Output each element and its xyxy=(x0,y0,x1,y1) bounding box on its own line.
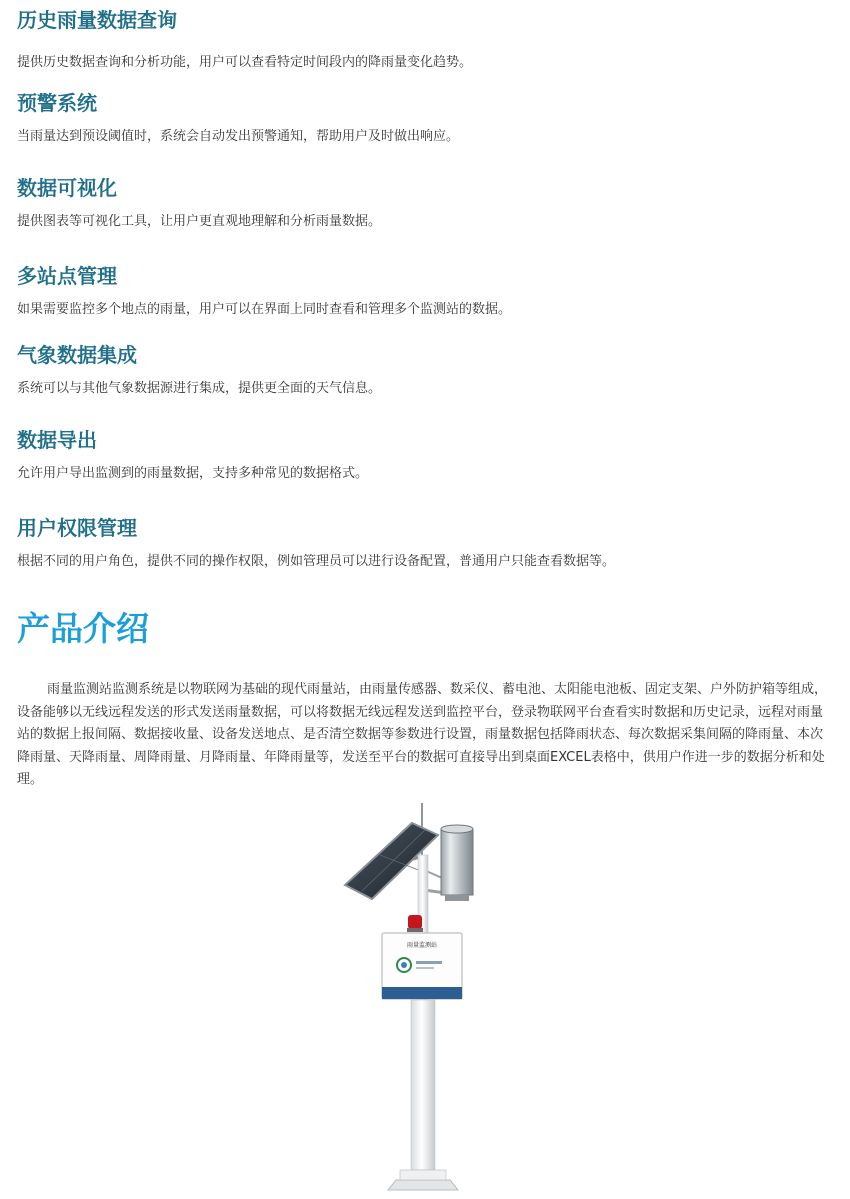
pole xyxy=(388,855,458,1190)
feature-title-warning: 预警系统 xyxy=(17,91,97,115)
feature-desc-history: 提供历史数据查询和分析功能，用户可以查看特定时间段内的降雨量变化趋势。 xyxy=(17,55,473,70)
feature-desc-visualization: 提供图表等可视化工具，让用户更直观地理解和分析雨量数据。 xyxy=(17,214,382,229)
feature-title-multisite: 多站点管理 xyxy=(17,264,117,288)
section-title-product-intro: 产品介绍 xyxy=(17,609,149,648)
feature-title-export: 数据导出 xyxy=(17,428,97,452)
control-box-label: 雨量监测站 xyxy=(406,942,438,949)
control-box xyxy=(382,933,462,999)
warning-light xyxy=(407,915,423,932)
feature-desc-warning: 当雨量达到预设阈值时，系统会自动发出预警通知，帮助用户及时做出响应。 xyxy=(17,129,460,144)
feature-desc-weather: 系统可以与其他气象数据源进行集成，提供更全面的天气信息。 xyxy=(17,381,382,396)
rain-gauge-sensor xyxy=(441,825,473,901)
feature-desc-multisite: 如果需要监控多个地点的雨量，用户可以在界面上同时查看和管理多个监测站的数据。 xyxy=(17,302,512,317)
feature-title-visualization: 数据可视化 xyxy=(17,176,117,200)
feature-title-permissions: 用户权限管理 xyxy=(17,516,137,540)
feature-title-history: 历史雨量数据查询 xyxy=(17,8,177,32)
feature-desc-permissions: 根据不同的用户角色，提供不同的操作权限，例如管理员可以进行设备配置，普通用户只能查看数据等。 xyxy=(17,554,616,569)
rain-gauge-station-image xyxy=(330,795,520,1195)
feature-title-weather: 气象数据集成 xyxy=(17,343,137,367)
feature-desc-export: 允许用户导出监测到的雨量数据，支持多种常见的数据格式。 xyxy=(17,466,369,481)
product-intro-paragraph: 雨量监测站监测系统是以物联网为基础的现代雨量站，由雨量传感器、数采仪、蓄电池、太阳能电池板、固定支架、户外防护箱等组成，设备能够以无线远程发送的形式发送雨量数据，可以将数据无线远程发送到监控平台，登录物联网平台查看实时数据和历史记录，远程对雨量站的数据上报间隔、数据接收量、设备发送地点、是否清空数据等参数进行设置，雨量数据包括降雨状态、每次数据采集间隔的降雨量、本次降雨量、天降雨量、周降雨量、月降雨量、年降雨量等，发送至平台的数据可直接导出到桌面EXCEL表格中，供用户作进一步的数据分析和处理。 xyxy=(17,682,828,787)
